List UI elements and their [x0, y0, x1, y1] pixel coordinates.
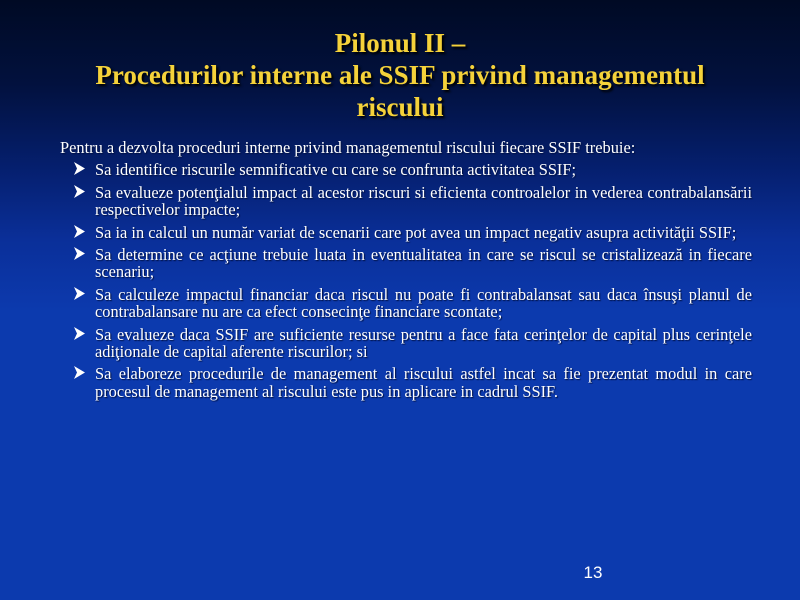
arrow-right-icon	[74, 185, 85, 198]
intro-text: Pentru a dezvolta proceduri interne privind managementul riscului fiecare SSIF trebuie:	[60, 138, 636, 157]
bullet-text: Sa ia in calcul un număr variat de scenarii care pot avea un impact negativ asupra activităţii SSIF;	[95, 222, 737, 242]
title-line-1: Pilonul II –	[334, 28, 466, 58]
arrow-right-icon	[74, 327, 85, 340]
bullet-text: Sa elaboreze procedurile de management al riscului astfel incat sa fie prezentat modul in care procesul de management al riscului este pus in aplicare in cadrul SSIF.	[95, 364, 752, 401]
bullet-text: Sa identifice riscurile semnificative cu care se confrunta activitatea SSIF;	[95, 160, 577, 180]
bullet-item	[60, 224, 752, 241]
bullet-text: Sa evalueze daca SSIF are suficiente resurse pentru a face fata cerinţelor de capital plus cerinţele adiţionale de capital aferente riscurilor; si	[95, 324, 752, 362]
slide-title	[30, 27, 770, 123]
arrow-right-icon	[74, 247, 85, 260]
bullet-list	[60, 161, 752, 400]
bullet-item	[60, 326, 752, 361]
bullet-item	[60, 286, 752, 321]
arrow-right-icon	[74, 162, 85, 175]
bullet-text: Sa calculeze impactul financiar daca riscul nu poate fi contrabalansat sau daca însuşi planul de contrabalansare nu are ca efect consecinţe financiare scontate;	[95, 284, 752, 322]
arrow-right-icon	[74, 287, 85, 300]
arrow-right-icon	[74, 366, 85, 379]
page-number: 13	[583, 563, 603, 582]
bullet-text: Sa determine ce acţiune trebuie luata in eventualitatea in care se riscul se cristalizează in fiecare scenariu;	[95, 245, 752, 282]
bullet-item	[60, 365, 752, 400]
arrow-right-icon	[74, 225, 85, 238]
title-line-3: riscului	[356, 92, 444, 122]
bullet-item	[60, 161, 752, 178]
bullet-item	[60, 184, 752, 219]
slide-body	[60, 139, 752, 405]
bullet-item	[60, 246, 752, 281]
title-line-2: Procedurilor interne ale SSIF privind managementul	[95, 60, 705, 90]
bullet-text: Sa evalueze potenţialul impact al acestor riscuri si eficienta controalelor in vederea contrabalansării respectivelor impacte;	[95, 182, 752, 220]
